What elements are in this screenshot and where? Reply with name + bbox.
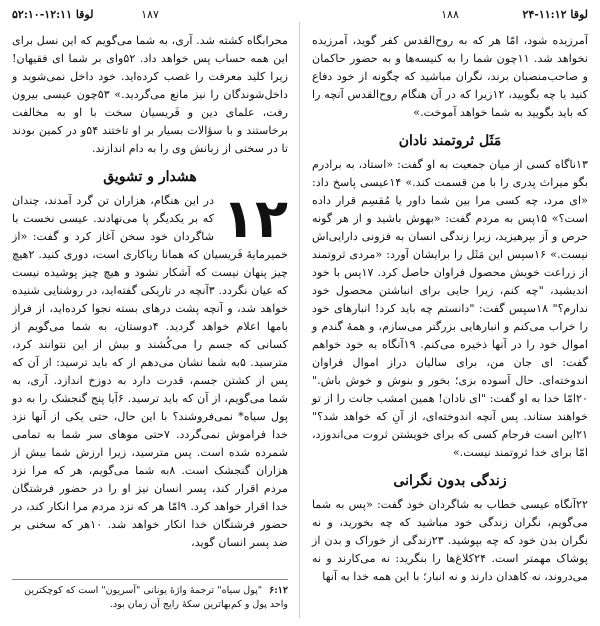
- header-book-reference: لوقا ۱۲:۱۱-۵۲:۱۰: [12, 8, 94, 21]
- page-header: [12, 8, 288, 26]
- page-number: ۱۸۷: [141, 8, 159, 21]
- section-heading-warning: هشدار و تشویق: [103, 169, 197, 185]
- section-heading-do-not-worry: زندگی بدون نگرانی: [393, 473, 507, 489]
- page-header: [312, 8, 588, 26]
- chapter-12: [12, 187, 289, 552]
- footnote: [12, 579, 288, 612]
- paragraph-rich-fool: ۱۳ناگاه کسی از میان جمعیت به او گفت: «استاد، به برادرم بگو میراث پدری را با من قسمت کند.» ۱۴عیسی پاسخ داد: «ای مرد، چه کسی مرا بین شما داور یا مُقسِم قرار داده است؟» ۱۵پس به مردم گفت: «بهوش باشید و از هر گونه حرص و آز بپرهیزید، زیرا زندگی انسان به فزونی دارایی‌اش نیست.» ۱۶سپس این مَثَل را برایشان آورد: «مردی ثروتمند از زراعت خویش محصول فراوان حاصل کرد. ۱۷پس با خود اندیشید، "چه کنم، زیرا جایی برای انباشتن محصول خود ندارم؟" ۱۸سپس گفت: "دانستم چه باید کرد! انبارهای خود را خراب می‌کنم و انبارهایی بزرگتر می‌سازم، و همهٔ گندم و اموال خود را در آنها ذخیره می‌کنم. ۱۹آنگاه به خود خواهم گفت: ای جان من، برای سالیان دراز اموال فراوان اندوخته‌ای. حال آسوده بزی؛ بخور و بنوش و خوش باش." ۲۰امّا خدا به او گفت: "ای نادان! همین امشب جانت را از تو خواهند ستاند. پس آنچه اندوخته‌ای، از آنِ که خواهد شد؟" ۲۱این است فرجام کسی که برای خویشتن ثروت می‌اندوزد، امّا برای خدا ثروتمند نیست.»: [312, 158, 588, 459]
- chapter-number: ۱۲: [222, 187, 288, 250]
- paragraph-intro: محرابگاه کشته شد. آری، به شما می‌گویم که این نسل برای این همه حساب پس خواهد داد. ۵۲وای بر شما ای فقیهان! زیرا کلید معرفت را غصب کرده‌اید. خود داخل نمی‌شوید و داخل‌شوندگان را نیز مانع می‌گردید.» ۵۳چون عیسی بیرون رفت، علمای دین و فَریسیان سخت با او به مخالفت برخاستند و با سؤالات بسیار بر او تاختند ۵۴و در کمین بودند تا در سخنی از زبانش وی را به دام اندازند.: [12, 34, 288, 155]
- footnote-text: "پول سیاه" ترجمهٔ واژهٔ یونانی "آسریون" است که کوچکترین واحد پول و کم‌بهاترین سکهٔ رایج آن زمان بود.: [24, 585, 288, 610]
- right-page: [300, 0, 600, 626]
- page-number: ۱۸۸: [441, 8, 459, 21]
- paragraph-chapter-text: در این هنگام، هزاران تن گرد آمدند، چندان که بر یکدیگر پا می‌نهادند. عیسی نخست با شاگردان خود سخن آغاز کرد و گفت: «از خمیرمایهٔ فَریسیان که همانا ریاکاری است، دوری کنید. ۲هیچ چیز پنهان نیست که آشکار نشود و هیچ چیز پوشیده نیست که عیان نگردد. ۳آنچه در تاریکی گفته‌اید، در روشنایی شنیده خواهد شد، و آنچه پشت درهای بسته نجوا کرده‌اید، از فراز بامها اعلام خواهد گردید. ۴دوستان، به شما می‌گویم از کسانی که جسم را می‌کُشند و بیش از این نتوانند کرد، مترسید. ۵به شما نشان می‌دهم از که باید ترسید: از آن که پس از کشتن جسم، قدرت دارد به دوزخ اندازد. آری، به شما می‌گویم، از آن که باید ترسید. ۶آیا پنج گنجشک را به دو پول سیاه* نمی‌فروشند؟ با این حال، حتی یکی از آنها نزد خدا فراموش نمی‌گردد. ۷حتی موهای سر شما به تمامی شمرده شده است. پس مترسید، زیرا ارزش شما بیش از هزاران گنجشک است. ۸به شما می‌گویم، هر که مرا نزد مردم اقرار کند، پسر انسان نیز او را در حضور فرشتگان خدا اقرار خواهد کرد. ۹امّا هر که نزد مردم مرا انکار کند، در حضور فرشتگان خدا انکار خواهد شد. ۱۰هر که سخنی بر ضد پسر انسان گوید،: [12, 194, 289, 549]
- page-body: [312, 32, 588, 626]
- paragraph-intro: آمرزیده شود، امّا هر که به روح‌القدس کفر گوید، آمرزیده نخواهد شد. ۱۱چون شما را به کنیسه‌ها و به حضور حاکمان و صاحب‌منصبان برند، نگران مباشید که چگونه از خود دفاع کنید یا چه بگویید، ۱۲زیرا که در آن هنگام روح‌القدس آنچه را که باید بگویید به شما خواهد آموخت.»: [312, 34, 589, 119]
- page-body: [12, 32, 288, 626]
- section-heading-rich-fool: مَثَل ثروتمند نادان: [398, 133, 502, 149]
- header-book-reference: لوقا ۱۱:۱۲-۲۴: [522, 8, 588, 21]
- footnote-reference: ۶:۱۲: [269, 585, 288, 596]
- paragraph-do-not-worry: ۲۲آنگاه عیسی خطاب به شاگردان خود گفت: «پس به شما می‌گویم، نگران زندگی خود مباشید که چه بخورید، و نه نگران بدن خود که چه بپوشید. ۲۳زندگی از خوراک و بدن از پوشاک مهمتر است. ۲۴کلاغ‌ها را بنگرید: نه می‌کارند و نه می‌دروند، نه کاهدان دارند و نه انبار؛ با این همه خدا به آنها: [312, 498, 589, 583]
